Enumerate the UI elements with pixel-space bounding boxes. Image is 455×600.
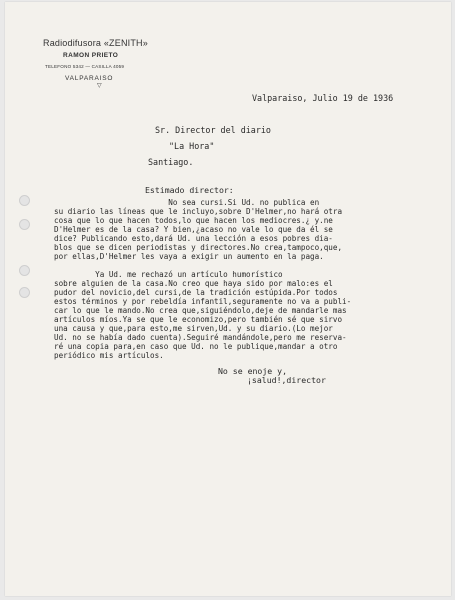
punch-hole-2 — [19, 219, 30, 230]
punch-hole-3 — [19, 265, 30, 276]
closing-line-1: No se enoje y, — [218, 366, 288, 376]
punch-hole-1 — [19, 195, 30, 206]
greeting: Estimado director: — [145, 185, 234, 195]
letterhead-mark-icon: ▽ — [97, 83, 102, 89]
letter-page — [5, 2, 451, 596]
letterhead-company: Radiodifusora «ZENITH» — [43, 38, 148, 48]
recipient-line-1: Sr. Director del diario — [155, 125, 271, 135]
punch-hole-4 — [19, 287, 30, 298]
recipient-line-2: "La Hora" — [169, 141, 215, 151]
body-paragraph-1: No sea cursi.Si Ud. no publica en su diario las líneas que le incluyo,sobre D'Helmer,no hará otra cosa que lo que hacen todos,lo que hacen los mediocres.¿ y.ne D'Helmer es de la casa? Y bien,¿acaso no vale lo que da él se dice? Publicando esto,dará Ud. una lección a esos pobres dia- blos que se dicen periodistas y directores.No crea,tampoco,que, por ellas,D'Helmer les vaya a exigir un aumento en la paga. — [54, 198, 343, 261]
date-line: Valparaiso, Julio 19 de 1936 — [252, 93, 394, 103]
closing-line-2: ¡salud!,director — [247, 375, 326, 385]
body-paragraph-2: Ya Ud. me rechazó un artículo humorístico sobre alguien de la casa.No creo que haya sido por malo:es el pudor del novicio,del cursi,de la tradición estúpida.Por todos estos términos y por rebeldía infantil,seguramente no va a publi- car lo que le mando.No crea que,siguiéndolo,deje de mandarle mas artículos míos.Ya se que le economizo,pero también sé que sirvo una causa y que,para esto,me sirven,Ud. y su diario.(Lo mejor Ud. no se había dado cuenta).Seguiré mandándole,pero me reserva- ré una copia para,en caso que Ud. no le publique,mandar a otro periódico mis artículos. — [54, 270, 352, 360]
letterhead-owner: RAMON PRIETO — [63, 52, 119, 59]
recipient-line-3: Santiago. — [148, 157, 194, 167]
letterhead-phone: TELEFONO 5342 — CASILLA 4059 — [45, 64, 125, 69]
letterhead-city: VALPARAISO — [65, 75, 114, 82]
